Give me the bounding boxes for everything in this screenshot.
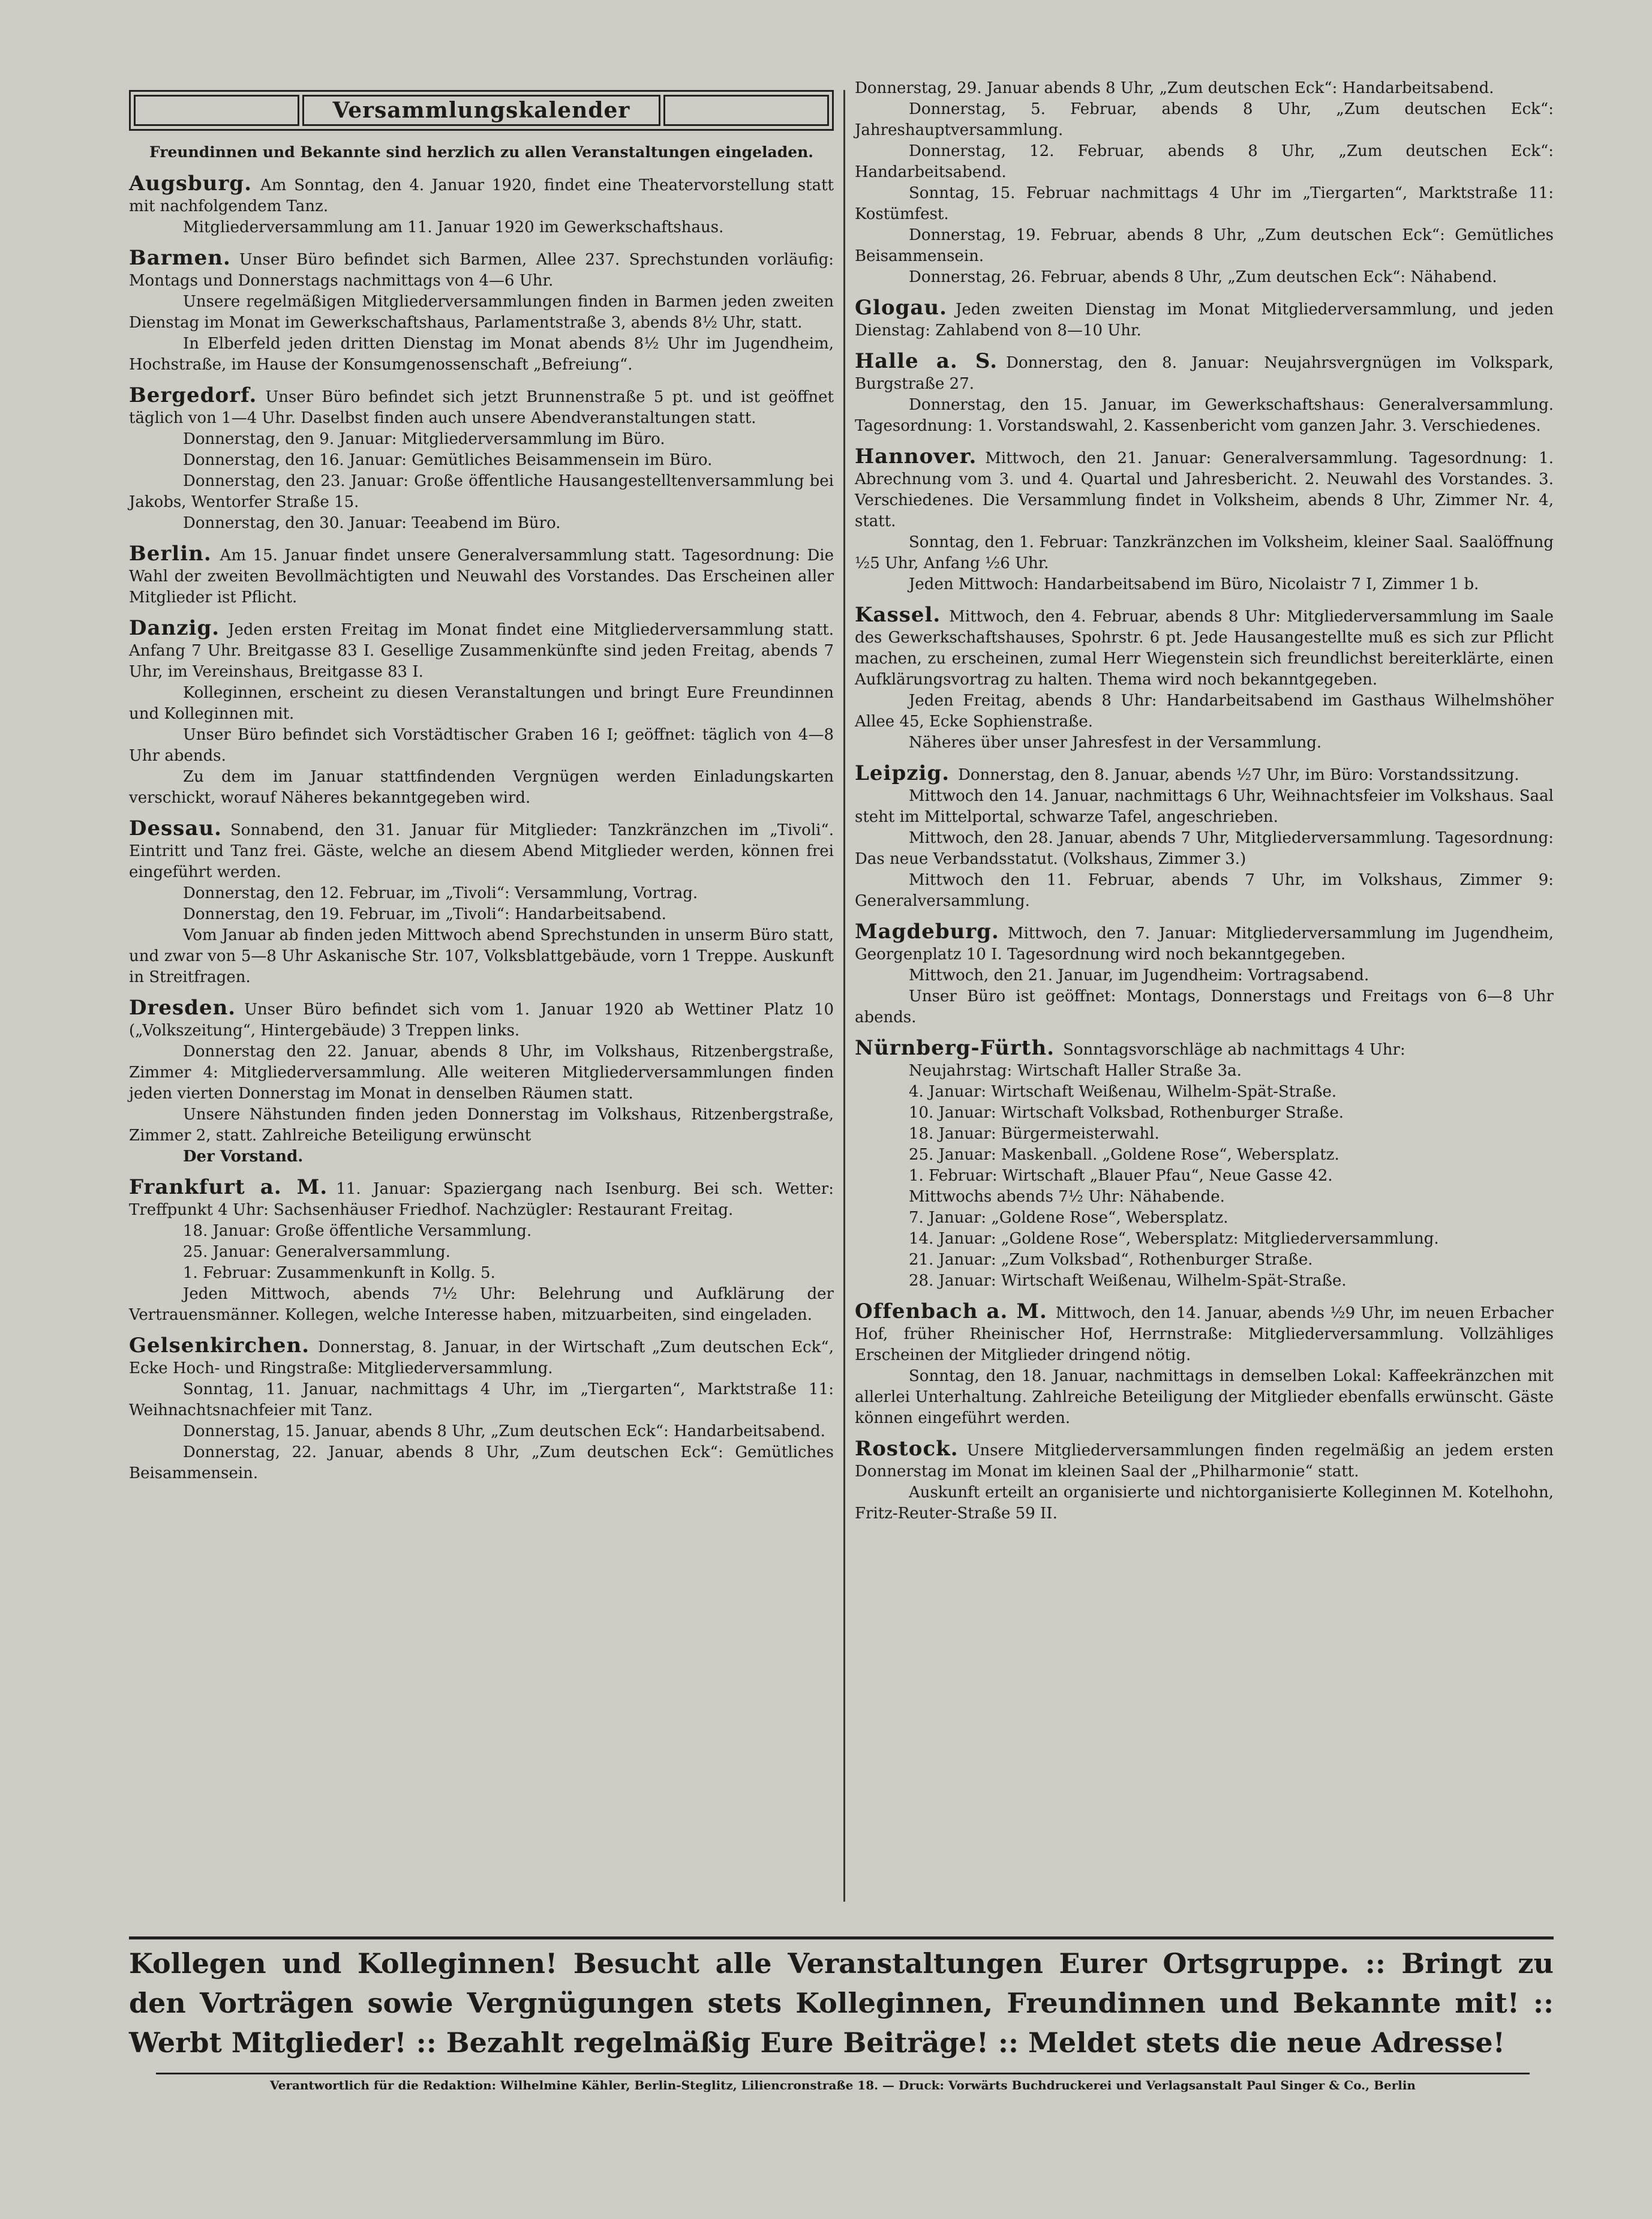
entry-city: Kassel. [855, 603, 941, 627]
calendar-entry [129, 1335, 834, 1484]
entry-text: Am 15. Januar findet unsere Generalversammlung statt. Tagesordnung: Die Wahl der zweiten Bevollmächtigten und Neuwahl des Vorstandes. Das Erscheinen aller Mitglieder ist Pflicht. [129, 547, 834, 606]
column-divider [843, 90, 845, 1902]
entry-paragraph [129, 1177, 834, 1221]
entry-paragraph [129, 173, 834, 217]
entry-paragraph [129, 248, 834, 292]
entry-text: 25. Januar: Maskenball. „Goldene Rose“, Webersplatz. [909, 1146, 1339, 1164]
entry-text: Mittwoch, den 28. Januar, abends 7 Uhr, Mitgliederversammlung. Tagesordnung: Das neue Verbandsstatut. (Volkshaus, Zimmer 3.) [855, 829, 1554, 868]
entry-paragraph [855, 574, 1554, 595]
entry-paragraph [855, 1038, 1554, 1061]
entry-paragraph [129, 725, 834, 767]
entry-text: Donnerstag, 8. Januar, in der Wirtschaft „Zum deutschen Eck“, Ecke Hoch- und Ringstraße: Mitgliederversammlung. [129, 1338, 834, 1377]
calendar-entry [855, 763, 1554, 912]
calendar-entry [855, 298, 1554, 341]
entry-paragraph [855, 1145, 1554, 1166]
right-entries [855, 78, 1554, 1524]
entry-text: Donnerstag, 22. Januar, abends 8 Uhr, „Zum deutschen Eck“: Gemütliches Beisammensein. [129, 1443, 834, 1482]
entry-text: Neujahrstag: Wirtschaft Haller Straße 3a. [909, 1062, 1242, 1080]
entry-text: Zu dem im Januar stattfindenden Vergnügen werden Einladungskarten verschickt, worauf Näheres bekanntgegeben wird. [129, 768, 834, 807]
entry-text: Donnerstag den 22. Januar, abends 8 Uhr, im Volkshaus, Ritzenbergstraße, Zimmer 4: Mitgliederversammlung. Alle weiteren Mitgliederversammlungen finden jeden vierten Donnerstag im Monat in denselben Räumen statt. [129, 1043, 834, 1103]
calendar-entry [129, 544, 834, 608]
calendar-entry [129, 618, 834, 809]
entry-text: Unser Büro befindet sich jetzt Brunnenstraße 5 pt. und ist geöffnet täglich von 1—4 Uhr. Daselbst finden auch unsere Abendveranstaltungen statt. [129, 388, 834, 427]
entry-paragraph [855, 1187, 1554, 1208]
entry-paragraph [129, 1263, 834, 1284]
entry-paragraph [855, 78, 1554, 99]
entry-city: Berlin. [129, 542, 212, 566]
entry-paragraph [129, 1379, 834, 1421]
entry-paragraph [129, 925, 834, 988]
entry-paragraph [855, 225, 1554, 267]
entry-text: 21. Januar: „Zum Volksbad“, Rothenburger Straße. [909, 1251, 1313, 1269]
entry-text: Donnerstag, 29. Januar abends 8 Uhr, „Zum deutschen Eck“: Handarbeitsabend. [855, 79, 1494, 97]
entry-paragraph [855, 763, 1554, 786]
entry-text: Sonntag, 15. Februar nachmittags 4 Uhr im „Tiergarten“, Marktstraße 11: Kostümfest. [855, 184, 1554, 223]
entry-city: Augsburg. [129, 172, 253, 196]
entry-paragraph [855, 298, 1554, 341]
entry-city: Offenbach a. M. [855, 1299, 1047, 1323]
calendar-entry [129, 998, 834, 1167]
entry-text: 11. Januar: Spaziergang nach Isenburg. Bei sch. Wetter: Treffpunkt 4 Uhr: Sachsenhäuser Friedhof. Nachzügler: Restaurant Freitag. [129, 1180, 834, 1219]
entry-text: Donnerstag, den 23. Januar: Große öffentliche Hausangestelltenversammlung bei Jakobs, Wentorfer Straße 15. [129, 472, 834, 511]
entry-paragraph [129, 334, 834, 376]
entry-paragraph [855, 1082, 1554, 1103]
entry-paragraph [855, 1103, 1554, 1124]
calendar-entry [855, 1301, 1554, 1429]
entry-text: Donnerstag, den 15. Januar, im Gewerkschaftshaus: Generalversammlung. Tagesordnung: 1. Vorstandswahl, 2. Kassenbericht vom ganzen Jahr. 3. Verschiedenes. [855, 396, 1554, 435]
entry-text: Jeden zweiten Dienstag im Monat Mitgliederversammlung, und jeden Dienstag: Zahlabend von 8—10 Uhr. [855, 301, 1554, 340]
entry-text: 7. Januar: „Goldene Rose“, Webersplatz. [909, 1209, 1229, 1227]
appeal-text: Kollegen und Kolleginnen! Besucht alle Veranstaltungen Eurer Ortsgruppe. :: Bringt zu den Vorträgen sowie Vergnügungen stets Kolleginnen, Freundinnen und Bekannte mit! :: Werbt Mitglieder! :: Bezahlt regelmäßig Eure Beiträge! :: Meldet stets die neue Adresse! [129, 1947, 1554, 2059]
entry-text: Mittwoch, den 4. Februar, abends 8 Uhr: Mitgliederversammlung im Saale des Gewerkschaftshauses, Spohrstr. 6 pt. Jede Hausangestellte muß es sich zur Pflicht machen, zu erscheinen, zumal Herr Wiegenstein sich freundlichst bereiterklärte, einen Aufklärungsvortrag zu halten. Thema wird noch bekanntgegeben. [855, 608, 1554, 689]
imprint-text: Verantwortlich für die Redaktion: Wilhelmine Kähler, Berlin-Steglitz, Liliencronstraße 18. — Druck: Vorwärts Buchdruckerei und Verlagsanstalt Paul Singer & Co., Berlin [270, 2078, 1416, 2092]
entry-text: Donnerstag, den 12. Februar, im „Tivoli“: Versammlung, Vortrag. [183, 884, 698, 902]
entry-text: Donnerstag, 5. Februar, abends 8 Uhr, „Zum deutschen Eck“: Jahreshauptversammlung. [855, 100, 1554, 139]
entry-text: Mittwoch, den 21. Januar: Generalversammlung. Tagesordnung: 1. Abrechnung vom 3. und 4. Quartal und Jahresbericht. 2. Neuwahl des Vorstandes. 3. Verschiedenes. Die Versammlung findet in Volksheim, abends 8 Uhr, Zimmer Nr. 4, statt. [855, 449, 1554, 530]
entry-paragraph [129, 1284, 834, 1326]
left-entries [129, 173, 834, 1484]
entry-text: Mittwoch, den 14. Januar, abends ½9 Uhr, im neuen Erbacher Hof, früher Rheinischer Hof, Herrnstraße: Mitgliederversammlung. Vollzähliges Erscheinen der Mitglieder dringend nötig. [855, 1304, 1554, 1364]
entry-text: Donnerstag, den 9. Januar: Mitgliederversammlung im Büro. [183, 430, 665, 448]
left-column [129, 90, 834, 1494]
entry-paragraph [855, 1439, 1554, 1482]
entry-paragraph [855, 1166, 1554, 1187]
calendar-entry [129, 818, 834, 988]
entry-text: Donnerstag, 26. Februar, abends 8 Uhr, „Zum deutschen Eck“: Nähabend. [909, 268, 1497, 286]
entry-paragraph [855, 921, 1554, 965]
entry-text: Donnerstag, den 8. Januar: Neujahrsvergnügen im Volkspark, Burgstraße 27. [855, 354, 1554, 393]
entry-text: 14. Januar: „Goldene Rose“, Webersplatz: Mitgliederversammlung. [909, 1230, 1439, 1248]
entry-text: Mittwochs abends 7½ Uhr: Nähabende. [909, 1188, 1225, 1206]
entry-text: Sonntag, 11. Januar, nachmittags 4 Uhr, im „Tiergarten“, Marktstraße 11: Weihnachtsnachfeier mit Tanz. [129, 1380, 834, 1419]
entry-text: Jeden Freitag, abends 8 Uhr: Handarbeitsabend im Gasthaus Wilhelmshöher Allee 45, Ecke Sophienstraße. [855, 692, 1554, 731]
entry-text: 1. Februar: Wirtschaft „Blauer Pfau“, Neue Gasse 42. [909, 1167, 1333, 1185]
entry-paragraph [129, 998, 834, 1041]
entry-paragraph [129, 1335, 834, 1379]
entry-signature: Der Vorstand. [183, 1148, 304, 1166]
entry-paragraph [855, 1250, 1554, 1271]
entry-paragraph [855, 1124, 1554, 1145]
entry-paragraph [129, 1104, 834, 1146]
entry-paragraph [855, 828, 1554, 870]
entry-paragraph [855, 986, 1554, 1028]
entry-city: Hannover. [855, 445, 977, 469]
entry-text: Sonntag, den 18. Januar, nachmittags in demselben Lokal: Kaffeekränzchen mit allerlei Unterhaltung. Zahlreiche Beteiligung der Mitglieder ebenfalls erwünscht. Gäste können eingeführt werden. [855, 1367, 1554, 1427]
entry-text: 25. Januar: Generalversammlung. [183, 1243, 450, 1261]
entry-text: Donnerstag, den 16. Januar: Gemütliches Beisammensein im Büro. [183, 451, 713, 469]
calendar-entry [855, 446, 1554, 595]
entry-text: 28. Januar: Wirtschaft Weißenau, Wilhelm-Spät-Straße. [909, 1272, 1347, 1290]
entry-paragraph [129, 1421, 834, 1442]
entry-paragraph [129, 767, 834, 809]
header-ornament-left [134, 95, 299, 126]
entry-paragraph [129, 618, 834, 683]
entry-paragraph [129, 544, 834, 608]
calendar-entry [855, 605, 1554, 753]
entry-paragraph [855, 395, 1554, 437]
entry-city: Danzig. [129, 616, 220, 640]
entry-text: Donnerstag, 15. Januar, abends 8 Uhr, „Zum deutschen Eck“: Handarbeitsabend. [183, 1422, 825, 1440]
entry-city: Bergedorf. [129, 383, 257, 407]
entry-paragraph [855, 183, 1554, 225]
entry-text: Mittwoch den 14. Januar, nachmittags 6 Uhr, Weihnachtsfeier im Volkshaus. Saal steht im Mittelportal, schwarze Tafel, angeschrieben. [855, 787, 1554, 826]
entry-city: Dessau. [129, 816, 222, 840]
calendar-entry [855, 78, 1554, 288]
entry-city: Glogau. [855, 296, 947, 320]
entry-paragraph [855, 351, 1554, 395]
entry-text: Sonnabend, den 31. Januar für Mitglieder: Tanzkränzchen im „Tivoli“. Eintritt und Tanz frei. Gäste, welche an diesem Abend Mitglieder werden, können frei eingeführt werden. [129, 821, 834, 881]
entry-paragraph [129, 513, 834, 534]
entry-paragraph [129, 904, 834, 925]
entry-paragraph [129, 1041, 834, 1104]
entry-paragraph [129, 683, 834, 725]
calendar-entry [129, 173, 834, 238]
entry-text: 18. Januar: Bürgermeisterwahl. [909, 1125, 1160, 1143]
calendar-entry [129, 248, 834, 376]
entry-paragraph [129, 1442, 834, 1484]
entry-text: Donnerstag, 12. Februar, abends 8 Uhr, „Zum deutschen Eck“: Handarbeitsabend. [855, 142, 1554, 181]
entry-city: Leipzig. [855, 761, 950, 785]
entry-paragraph [855, 1229, 1554, 1250]
calendar-header-box [129, 90, 834, 131]
entry-text: 4. Januar: Wirtschaft Weißenau, Wilhelm-Spät-Straße. [909, 1083, 1337, 1101]
entry-paragraph [129, 385, 834, 429]
entry-paragraph [855, 1301, 1554, 1366]
entry-paragraph [855, 1208, 1554, 1229]
entry-text: Sonntagsvorschläge ab nachmittags 4 Uhr: [1063, 1041, 1405, 1059]
entry-paragraph [855, 99, 1554, 141]
entry-paragraph [855, 141, 1554, 183]
entry-city: Frankfurt a. M. [129, 1175, 328, 1199]
entry-paragraph [855, 965, 1554, 986]
entry-text: Jeden Mittwoch, abends 7½ Uhr: Belehrung und Aufklärung der Vertrauensmänner. Kollegen, welche Interesse haben, mitzuarbeiten, sind eingeladen. [129, 1285, 834, 1324]
entry-paragraph [855, 1271, 1554, 1292]
entry-city: Gelsenkirchen. [129, 1334, 310, 1358]
entry-text: 1. Februar: Zusammenkunft in Kollg. 5. [183, 1264, 495, 1282]
calendar-entry [129, 385, 834, 534]
entry-paragraph [855, 690, 1554, 732]
entry-paragraph [855, 532, 1554, 574]
entry-text: Donnerstag, 19. Februar, abends 8 Uhr, „Zum deutschen Eck“: Gemütliches Beisammensein. [855, 226, 1554, 265]
entry-paragraph [129, 217, 834, 238]
entry-paragraph [855, 732, 1554, 753]
entry-city: Barmen. [129, 246, 231, 270]
entry-paragraph [855, 870, 1554, 912]
entry-paragraph [855, 1061, 1554, 1082]
calendar-entry [855, 1038, 1554, 1292]
entry-paragraph [129, 292, 834, 334]
entry-text: Unser Büro ist geöffnet: Montags, Donnerstags und Freitags von 6—8 Uhr abends. [855, 987, 1554, 1026]
entry-text: Unser Büro befindet sich Vorstädtischer Graben 16 I; geöffnet: täglich von 4—8 Uhr abends. [129, 726, 834, 765]
calendar-entry [129, 1177, 834, 1326]
entry-paragraph [855, 1366, 1554, 1429]
right-column [855, 78, 1554, 1534]
entry-paragraph [855, 446, 1554, 532]
entry-text: Jeden Mittwoch: Handarbeitsabend im Büro, Nicolaistr 7 I, Zimmer 1 b. [909, 575, 1479, 593]
entry-text: Unsere Nähstunden finden jeden Donnerstag im Volkshaus, Ritzenbergstraße, Zimmer 2, statt. Zahlreiche Beteiligung erwünscht [129, 1106, 834, 1145]
entry-text: Donnerstag, den 19. Februar, im „Tivoli“: Handarbeitsabend. [183, 905, 666, 923]
entry-paragraph [855, 1482, 1554, 1524]
entry-city: Nürnberg-Fürth. [855, 1036, 1055, 1060]
entry-paragraph [129, 1221, 834, 1242]
calendar-title: Versammlungskalender [302, 95, 660, 126]
entry-paragraph [129, 818, 834, 883]
entry-text: Unser Büro befindet sich Barmen, Allee 237. Sprechstunden vorläufig: Montags und Donnerstags nachmittags von 4—6 Uhr. [129, 251, 834, 290]
entry-city: Halle a. S. [855, 349, 998, 373]
header-ornament-right [663, 95, 829, 126]
entry-paragraph [855, 786, 1554, 828]
entry-text: Mitgliederversammlung am 11. Januar 1920 im Gewerkschaftshaus. [183, 218, 724, 236]
calendar-entry [855, 351, 1554, 437]
entry-paragraph [129, 883, 834, 904]
entry-paragraph [129, 450, 834, 471]
entry-text: 10. Januar: Wirtschaft Volksbad, Rothenburger Straße. [909, 1104, 1344, 1122]
entry-text: Näheres über unser Jahresfest in der Versammlung. [909, 734, 1322, 752]
calendar-entry [855, 921, 1554, 1028]
entry-text: Donnerstag, den 8. Januar, abends ½7 Uhr, im Büro: Vorstandssitzung. [958, 766, 1519, 784]
entry-text: 18. Januar: Große öffentliche Versammlung. [183, 1222, 532, 1240]
entry-text: Donnerstag, den 30. Januar: Teeabend im Büro. [183, 514, 561, 532]
entry-text: Am Sonntag, den 4. Januar 1920, findet eine Theatervorstellung statt mit nachfolgendem Tanz. [129, 176, 834, 215]
entry-paragraph [129, 1242, 834, 1263]
entry-text: Auskunft erteilt an organisierte und nichtorganisierte Kolleginnen M. Kotelhohn, Fritz-Reuter-Straße 59 II. [855, 1484, 1554, 1523]
entry-text: Kolleginnen, erscheint zu diesen Veranstaltungen und bringt Eure Freundinnen und Kolleginnen mit. [129, 684, 834, 723]
imprint-rule [156, 2073, 1530, 2074]
entry-text: In Elberfeld jeden dritten Dienstag im Monat abends 8½ Uhr im Jugendheim, Hochstraße, im Hause der Konsumgenossenschaft „Befreiung“. [129, 335, 834, 374]
entry-text: Mittwoch, den 7. Januar: Mitgliederversammlung im Jugendheim, Georgenplatz 10 I. Tagesordnung wird noch bekanntgegeben. [855, 924, 1554, 963]
entry-city: Dresden. [129, 996, 236, 1020]
entry-text: Mittwoch den 11. Februar, abends 7 Uhr, im Volkshaus, Zimmer 9: Generalversammlung. [855, 871, 1554, 910]
entry-city: Magdeburg. [855, 920, 999, 944]
appeal-rule [129, 1936, 1554, 1939]
entry-text: Unsere regelmäßigen Mitgliederversammlungen finden in Barmen jeden zweiten Dienstag im Monat im Gewerkschaftshaus, Parlamentstraße 3, abends 8½ Uhr, statt. [129, 293, 834, 332]
entry-paragraph [129, 471, 834, 513]
calendar-entry [855, 1439, 1554, 1524]
entry-text: Unser Büro befindet sich vom 1. Januar 1920 ab Wettiner Platz 10 („Volkszeitung“, Hintergebäude) 3 Treppen links. [129, 1001, 834, 1040]
entry-city: Rostock. [855, 1437, 959, 1461]
entry-text: Vom Januar ab finden jeden Mittwoch abend Sprechstunden in unserm Büro statt, und zwar von 5—8 Uhr Askanische Str. 107, Volksblattgebäude, vorn 1 Treppe. Auskunft in Streitfragen. [129, 926, 834, 986]
entry-paragraph [855, 605, 1554, 690]
entry-text: Mittwoch, den 21. Januar, im Jugendheim: Vortragsabend. [909, 966, 1369, 984]
entry-text: Unsere Mitgliederversammlungen finden regelmäßig an jedem ersten Donnerstag im Monat im kleinen Saal der „Philharmonie“ statt. [855, 1442, 1554, 1481]
entry-paragraph [129, 429, 834, 450]
entry-paragraph [855, 267, 1554, 288]
entry-text: Sonntag, den 1. Februar: Tanzkränzchen im Volksheim, kleiner Saal. Saalöffnung ½5 Uhr, Anfang ½6 Uhr. [855, 533, 1554, 572]
entry-text: Jeden ersten Freitag im Monat findet eine Mitgliederversammlung statt. Anfang 7 Uhr. Breitgasse 83 I. Gesellige Zusammenkünfte sind jeden Freitag, abends 7 Uhr, im Vereinshaus, Breitgasse 83 I. [129, 621, 834, 681]
calendar-intro: Freundinnen und Bekannte sind herzlich zu allen Veranstaltungen eingeladen. [149, 143, 813, 161]
